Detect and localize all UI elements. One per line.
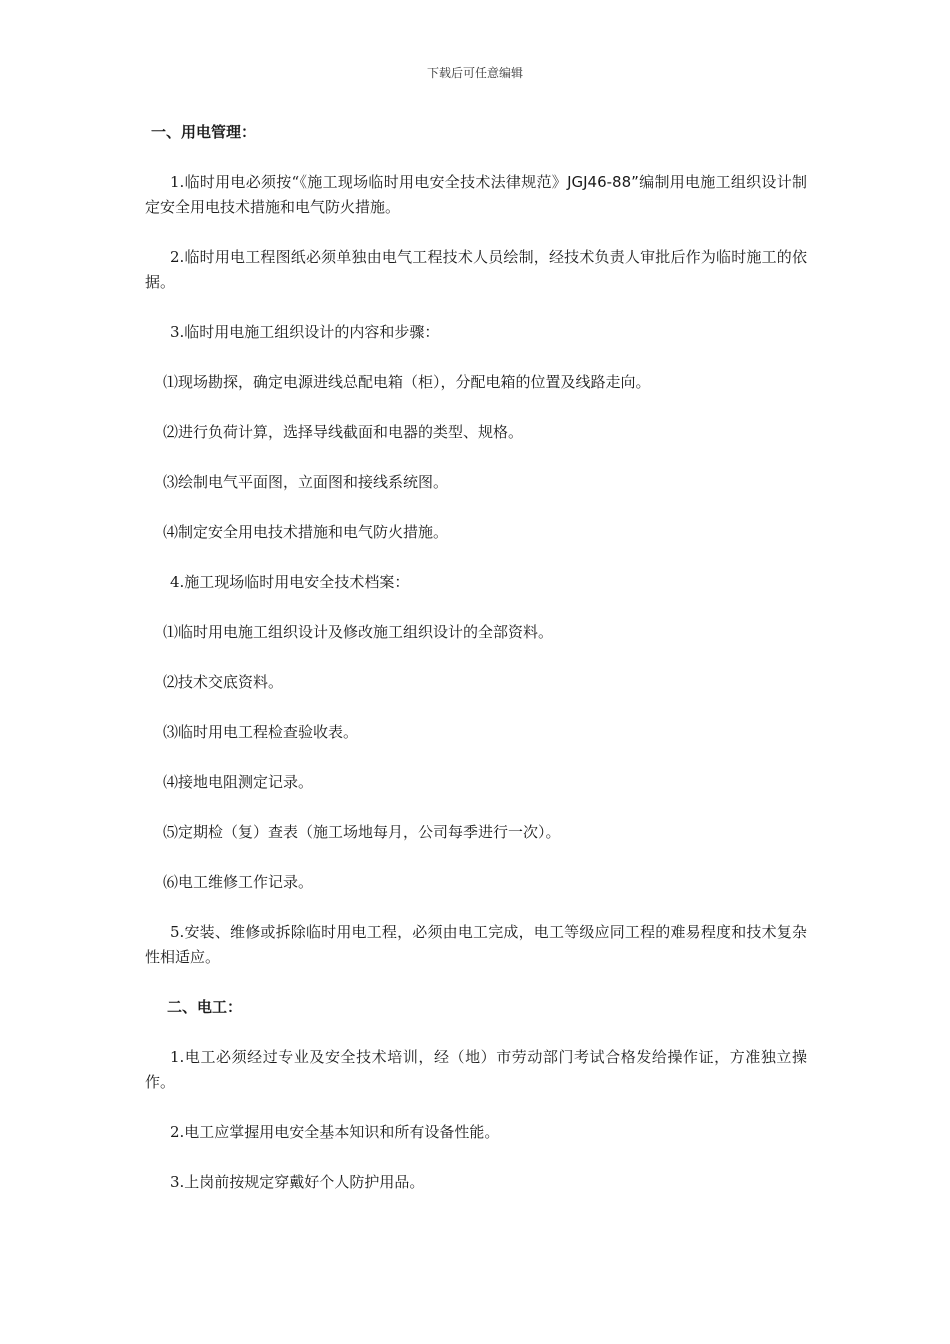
item-3-sub-3: ⑶绘制电气平面图，立面图和接线系统图。 [163, 473, 449, 491]
section-2-item-2: 2.电工应掌握用电安全基本知识和所有设备性能。 [170, 1123, 500, 1141]
document-body [145, 120, 807, 1220]
section-1-item-1 [145, 170, 807, 220]
section-1-item-2: 2.临时用电工程图纸必须单独由电气工程技术人员绘制，经技术负责人审批后作为临时施工的依据。 [145, 248, 807, 291]
section-2-item-1: 1.电工必须经过专业及安全技术培训，经（地）市劳动部门考试合格发给操作证，方准独立操作。 [145, 1048, 807, 1091]
item-3-sub-4: ⑷制定安全用电技术措施和电气防火措施。 [163, 523, 449, 541]
item-4-sub-3: ⑶临时用电工程检查验收表。 [163, 723, 359, 741]
section-2-item-3: 3.上岗前按规定穿戴好个人防护用品。 [170, 1173, 425, 1191]
section-1-item-4: 4.施工现场临时用电安全技术档案： [170, 573, 410, 591]
item-3-sub-2: ⑵进行负荷计算，选择导线截面和电器的类型、规格。 [163, 423, 524, 441]
item-1-prefix: 1.临时用电必须按“《施工现场临时用电安全技术法律规范》 [170, 173, 568, 191]
item-4-sub-5: ⑸定期检（复）查表（施工场地每月，公司每季进行一次）。 [163, 823, 561, 841]
item-4-sub-1: ⑴临时用电施工组织设计及修改施工组织设计的全部资料。 [163, 623, 554, 641]
item-1-suffix: 编制用电施工组织设计制定安全用电技术措施和电气防火措施。 [145, 173, 807, 216]
section-1-heading: 一、用电管理： [151, 123, 257, 141]
section-1-item-3: 3.临时用电施工组织设计的内容和步骤： [170, 323, 440, 341]
standard-code: JGJ46-88” [567, 173, 639, 191]
section-1-item-5: 5.安装、维修或拆除临时用电工程，必须由电工完成，电工等级应同工程的难易程度和技术复杂性相适应。 [145, 923, 807, 966]
section-2-heading: 二、电工： [167, 998, 243, 1016]
page-header-note: 下载后可任意编辑 [426, 66, 523, 80]
item-3-sub-1: ⑴现场勘探，确定电源进线总配电箱（柜），分配电箱的位置及线路走向。 [163, 373, 651, 391]
item-4-sub-6: ⑹电工维修工作记录。 [163, 873, 314, 891]
item-4-sub-2: ⑵技术交底资料。 [163, 673, 284, 691]
item-4-sub-4: ⑷接地电阻测定记录。 [163, 773, 314, 791]
